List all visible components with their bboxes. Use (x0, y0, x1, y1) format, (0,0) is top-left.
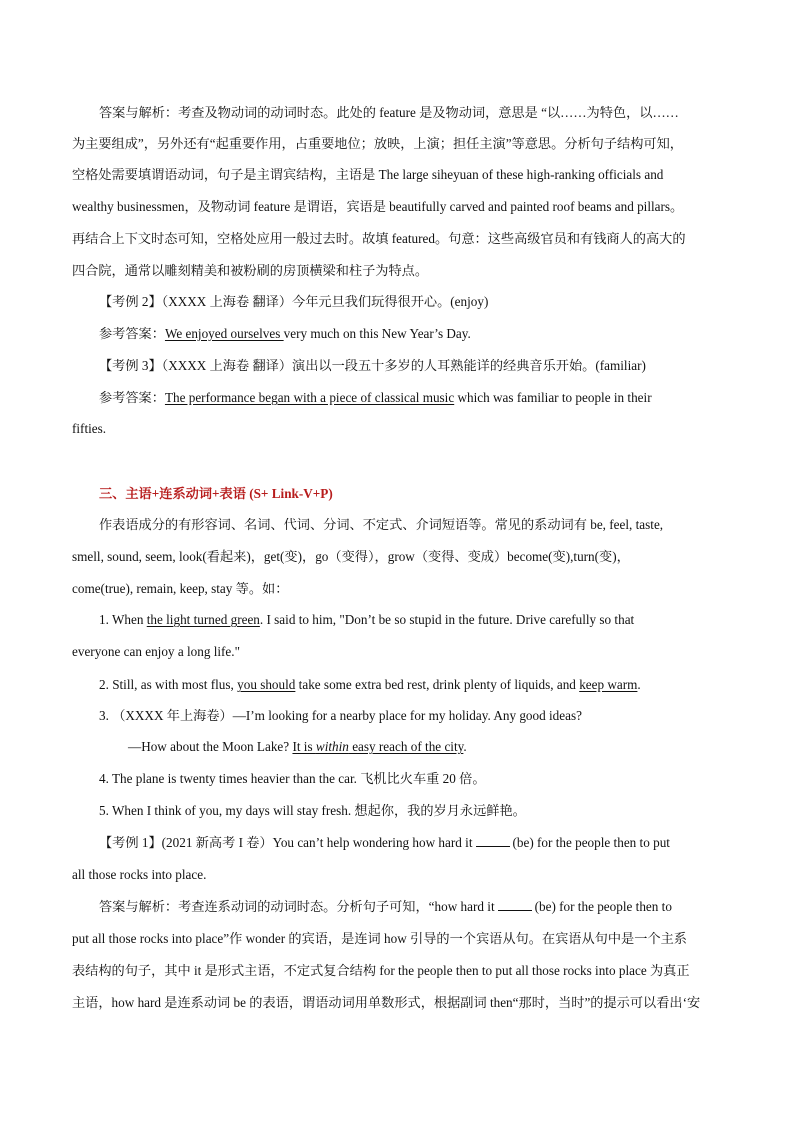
text: . (637, 677, 641, 692)
paragraph-line: 再结合上下文时态可知，空格处应用一般过去时。故填 featured。句意：这些高级官员和有钱商人的高大的 (72, 231, 686, 246)
text: It is (292, 739, 316, 754)
underlined-text (292, 739, 463, 754)
underlined-answer: The performance began with a piece of classical music (164, 390, 455, 405)
underlined-answer: We enjoyed ourselves (164, 326, 284, 341)
example-1-question (99, 834, 670, 852)
text: 1. When (99, 612, 147, 627)
example-1-question-cont: all those rocks into place. (72, 867, 207, 882)
section-desc-line: 作表语成分的有形容词、名词、代词、分词、不定式、介词短语等。常见的系动词有 be, feel, taste, (99, 517, 664, 532)
example-3-answer (99, 389, 652, 407)
text: —How about the Moon Lake? (128, 739, 293, 754)
solution-line: 主语，how hard 是连系动词 be 的表语，谓语动词用单数形式，根据副词 then“那时，当时”的提示可以看出‘安 (72, 995, 701, 1010)
underlined-text: you should (237, 677, 296, 692)
example-3-question: 【考例 3】（XXXX 上海卷 翻译）演出以一段五十多岁的人耳熟能详的经典音乐开始。(familiar) (99, 358, 646, 373)
answer-rest: very much on this New Year’s Day. (283, 326, 471, 341)
section-heading: 三、主语+连系动词+表语 (S+ Link-V+P) (99, 486, 333, 501)
example-2-question: 【考例 2】（XXXX 上海卷 翻译）今年元旦我们玩得很开心。(enjoy) (99, 294, 489, 309)
example-sentence-3-reply (128, 738, 467, 756)
solution-line: put all those rocks into place”作 wonder 的宾语，是连词 how 引导的一个宾语从句。在宾语从句中是一个主系 (72, 931, 687, 946)
example-sentence-2 (99, 676, 641, 694)
paragraph-line: 四合院，通常以雕刻精美和被粉刷的房顶横梁和柱子为特点。 (72, 263, 429, 278)
text: easy reach of the city (348, 739, 464, 754)
answer-rest: which was familiar to people in their (454, 390, 652, 405)
text: (be) for the people then to put (512, 835, 670, 850)
answer-blank (498, 898, 532, 911)
text: take some extra bed rest, drink plenty of liquids, and (295, 677, 580, 692)
text: 答案与解析：考查连系动词的动词时态。分析句子可知，“how hard it (99, 899, 495, 914)
example-2-answer (99, 325, 471, 343)
answer-label: 参考答案： (99, 326, 165, 341)
paragraph-line: wealthy businessmen，及物动词 feature 是谓语，宾语是 beautifully carved and painted roof beams and pillars。 (72, 199, 684, 214)
example-3-answer-cont: fifties. (72, 421, 107, 436)
italic-text: within (315, 739, 349, 754)
section-desc-line: smell, sound, seem, look(看起来)，get(变)，go（变得），grow（变得、变成）become(变),turn(变)， (72, 549, 630, 564)
paragraph-line: 答案与解析：考查及物动词的动词时态。此处的 feature 是及物动词，意思是 “以……为特色，以…… (99, 105, 679, 120)
example-sentence-1-cont: everyone can enjoy a long life." (72, 644, 240, 659)
answer-label: 参考答案： (99, 390, 165, 405)
underlined-text: the light turned green (146, 612, 260, 627)
paragraph-line: 为主要组成”，另外还有“起重要作用，占重要地位；放映，上演；担任主演”等意思。分析句子结构可知， (72, 136, 683, 151)
answer-blank (476, 834, 510, 847)
solution-line: 表结构的句子，其中 it 是形式主语，不定式复合结构 for the people then to put all those rocks into place 为真正 (72, 963, 690, 978)
example-sentence-1 (99, 611, 634, 629)
underlined-text: keep warm (579, 677, 638, 692)
text: . I said to him, "Don’t be so stupid in the future. Drive carefully so that (259, 612, 635, 627)
text: 【考例 1】(2021 新高考 I 卷）You can’t help wondering how hard it (99, 835, 473, 850)
solution-line (99, 898, 672, 916)
text: 2. Still, as with most flus, (99, 677, 238, 692)
example-sentence-4: 4. The plane is twenty times heavier than the car. 飞机比火车重 20 倍。 (99, 771, 486, 786)
section-desc-line: come(true), remain, keep, stay 等。如： (72, 581, 289, 596)
paragraph-line: 空格处需要填谓语动词，句子是主谓宾结构，主语是 The large siheyuan of these high-ranking officials and (72, 167, 664, 182)
example-sentence-3: 3. （XXXX 年上海卷）—I’m looking for a nearby place for my holiday. Any good ideas? (99, 708, 582, 723)
text: . (463, 739, 467, 754)
example-sentence-5: 5. When I think of you, my days will stay fresh. 想起你，我的岁月永远鲜艳。 (99, 803, 526, 818)
text: (be) for the people then to (534, 899, 672, 914)
